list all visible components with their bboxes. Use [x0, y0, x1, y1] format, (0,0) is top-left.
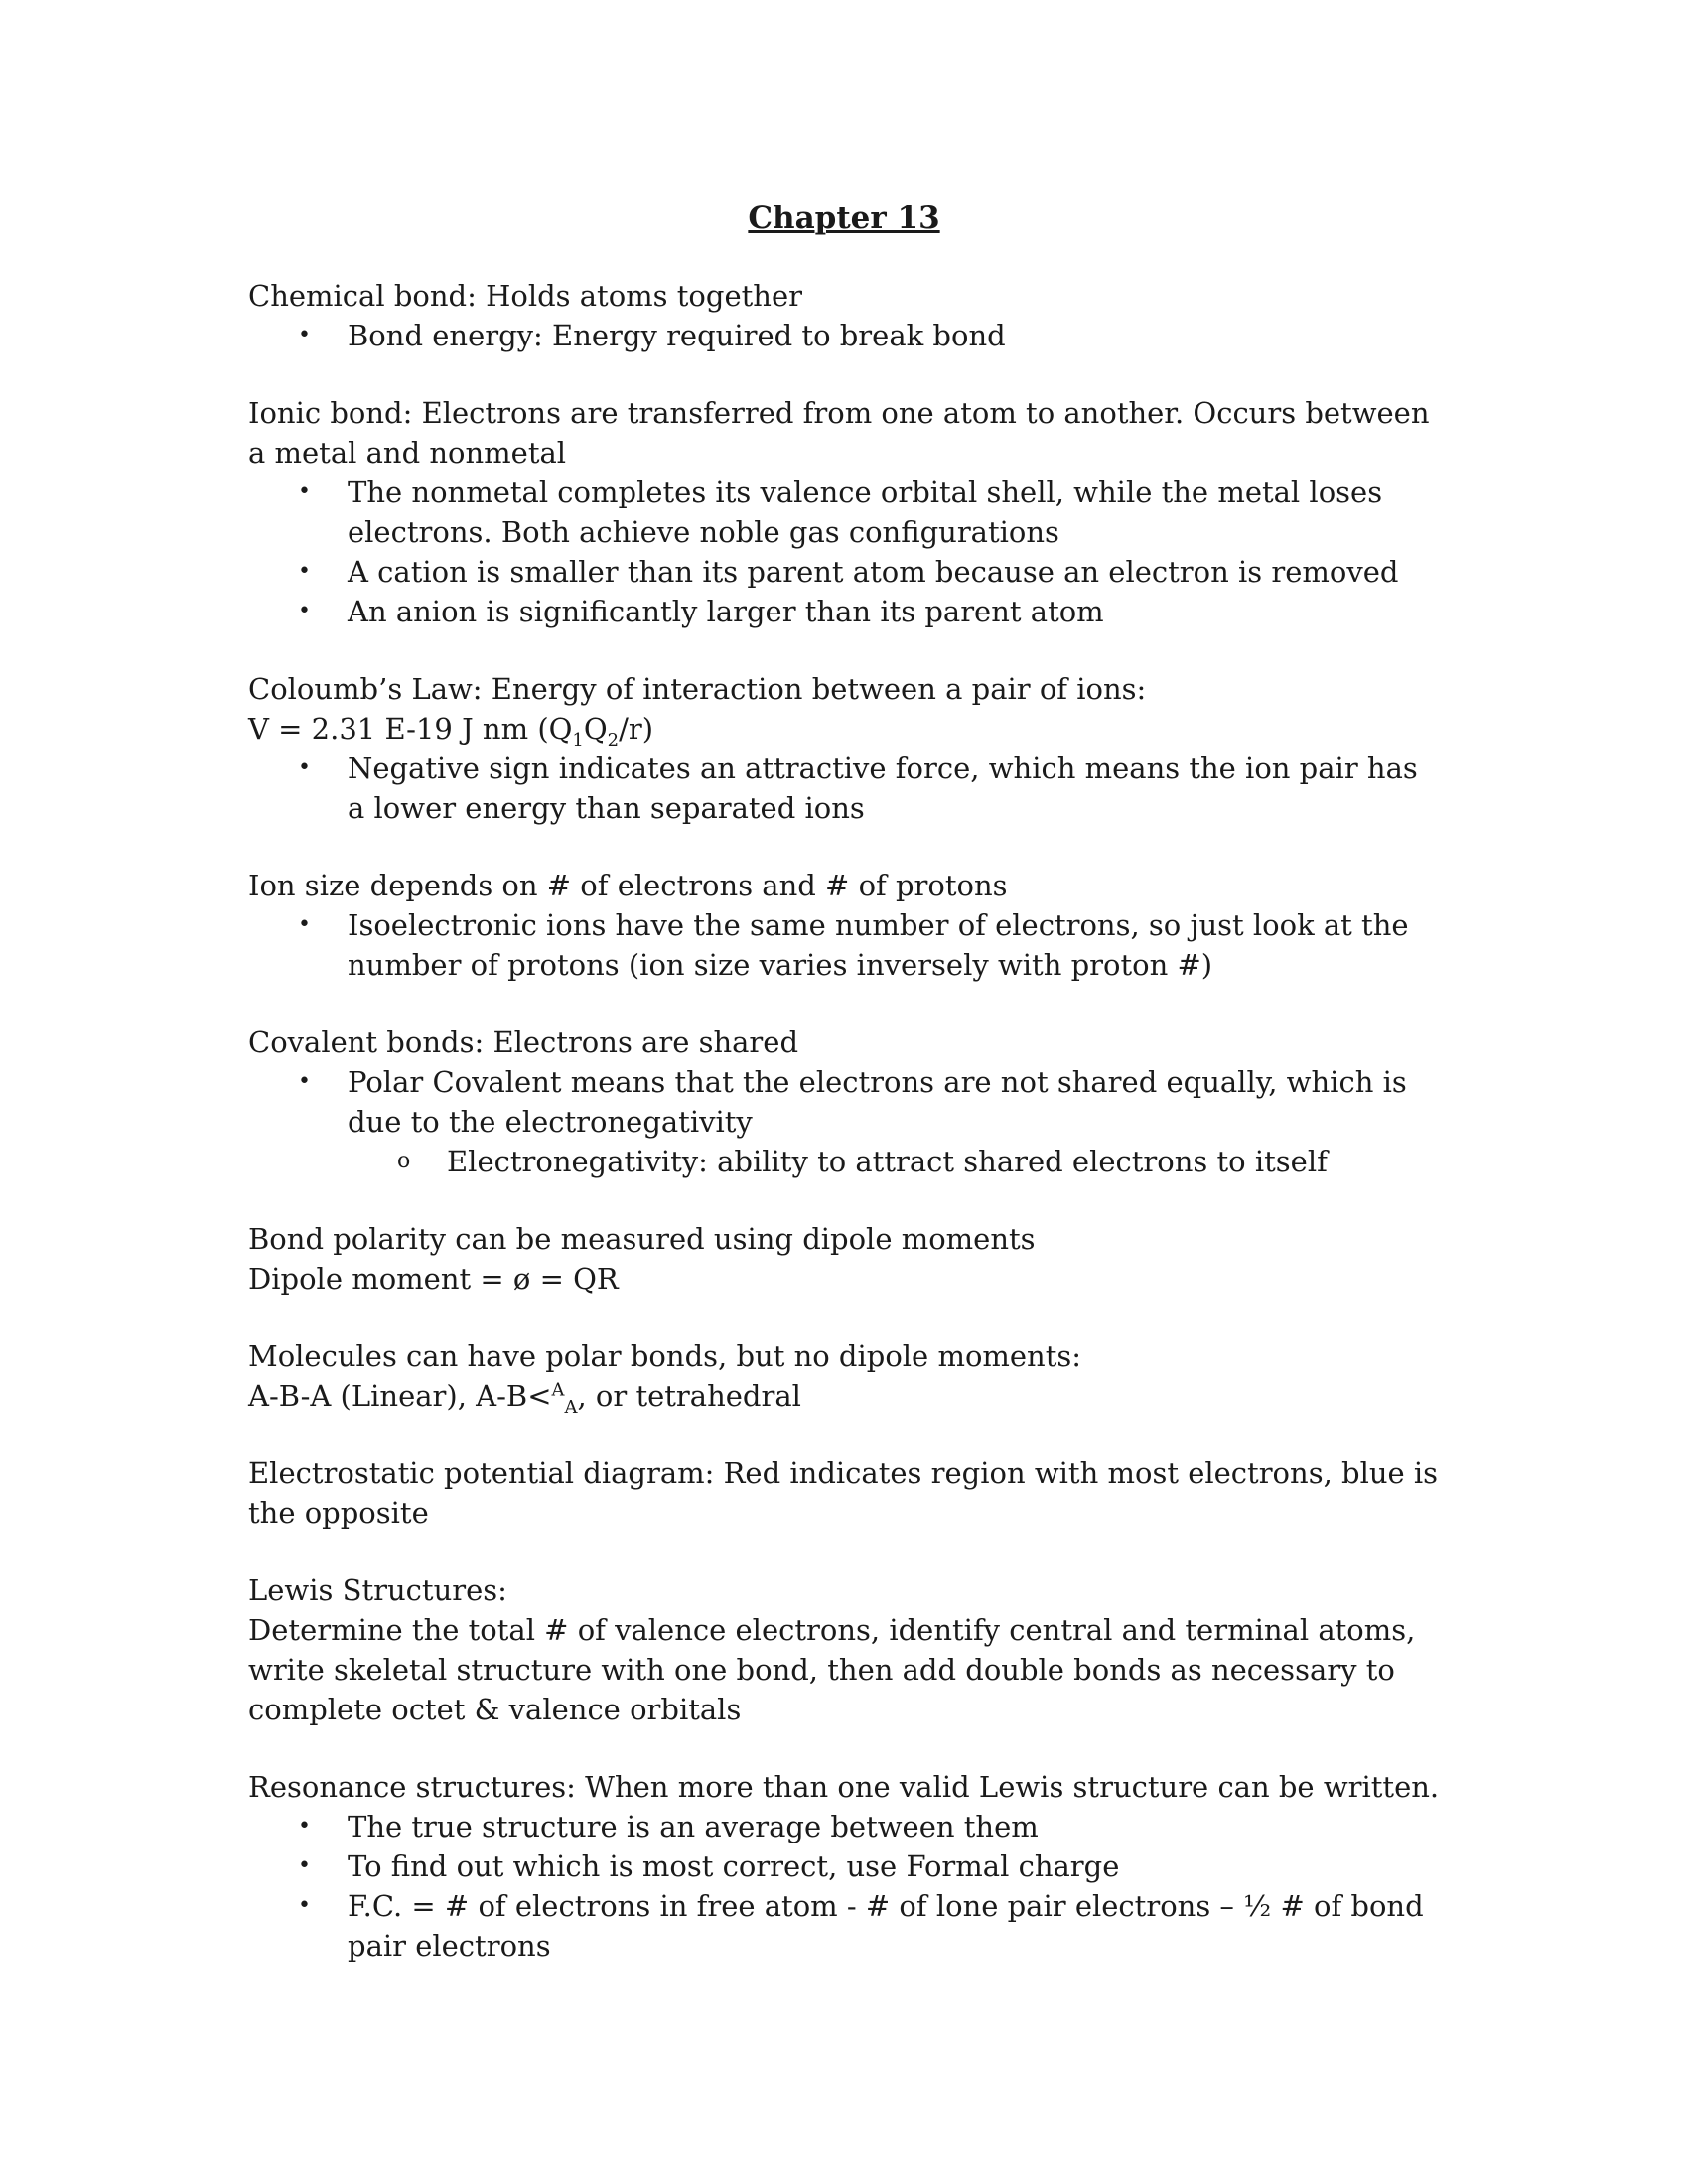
section-ionic-bond	[248, 393, 1440, 631]
list-item-text: The nonmetal completes its valence orbital shell, while the metal loses electrons. Both achieve noble gas configurations	[348, 476, 1383, 549]
bullet-icon: •	[298, 559, 311, 584]
section-resonance-structures	[248, 1767, 1440, 1966]
ion-size-bullets	[248, 905, 1440, 985]
hollow-bullet-icon: o	[397, 1149, 411, 1173]
coulombs-law-bullets	[248, 749, 1440, 828]
list-item-text: Isoelectronic ions have the same number of electrons, so just look at the number of protons (ion size varies inversely with proton #)	[348, 908, 1409, 982]
document-page	[248, 199, 1440, 2003]
section-bond-polarity	[248, 1219, 1440, 1298]
dipole-moment-formula: Dipole moment = ø = QR	[248, 1262, 619, 1296]
bond-polarity-definition: Bond polarity can be measured using dipole moments	[248, 1222, 1036, 1256]
covalent-bonds-definition: Covalent bonds: Electrons are shared	[248, 1025, 799, 1059]
list-item-text: Negative sign indicates an attractive force, which means the ion pair has a lower energy than separated ions	[348, 751, 1418, 825]
list-item	[248, 905, 1440, 985]
list-item-text: Polar Covalent means that the electrons are not shared equally, which is due to the electronegativity	[348, 1065, 1407, 1139]
bullet-icon: •	[298, 1069, 311, 1094]
resonance-structures-definition: Resonance structures: When more than one valid Lewis structure can be written.	[248, 1770, 1440, 1804]
ion-size-definition: Ion size depends on # of electrons and # of protons	[248, 869, 1008, 902]
formula-prefix: V = 2.31 E-19 J nm (Q	[248, 712, 573, 746]
coulombs-law-definition: Coloumb’s Law: Energy of interaction between a pair of ions:	[248, 672, 1147, 706]
page-title: Chapter 13	[748, 201, 940, 236]
bullet-icon: •	[298, 479, 311, 504]
formula-subscript-2: 2	[607, 729, 620, 751]
bullet-icon: •	[298, 1853, 311, 1878]
list-item	[248, 749, 1440, 828]
list-item-text: F.C. = # of electrons in free atom - # of lone pair electrons – ½ # of bond pair electrons	[348, 1889, 1424, 1963]
bullet-icon: •	[298, 323, 311, 347]
section-covalent-bonds	[248, 1023, 1440, 1181]
sub-list-item	[348, 1142, 1440, 1181]
bullet-icon: •	[298, 1814, 311, 1839]
geometry-subscript: A	[564, 1396, 578, 1418]
list-item-text: Bond energy: Energy required to break bond	[348, 319, 1006, 352]
bullet-icon: •	[298, 755, 311, 780]
ionic-bond-definition: Ionic bond: Electrons are transferred from one atom to another. Occurs between a metal and nonmetal	[248, 396, 1430, 470]
bullet-icon: •	[298, 1893, 311, 1918]
section-polar-molecules	[248, 1336, 1440, 1416]
ionic-bond-bullets	[248, 473, 1440, 631]
list-item-text: An anion is significantly larger than its parent atom	[348, 595, 1104, 628]
covalent-bonds-bullets	[248, 1062, 1440, 1181]
electrostatic-potential-definition: Electrostatic potential diagram: Red indicates region with most electrons, blue is the opposite	[248, 1456, 1439, 1530]
geometry-superscript: A	[551, 1379, 565, 1401]
list-item	[248, 1846, 1440, 1886]
section-coulombs-law	[248, 669, 1440, 828]
polar-molecules-definition: Molecules can have polar bonds, but no dipole moments:	[248, 1339, 1082, 1373]
chemical-bond-definition: Chemical bond: Holds atoms together	[248, 279, 802, 313]
formula-suffix: /r)	[619, 712, 654, 746]
geometry-suffix: , or tetrahedral	[577, 1379, 801, 1413]
section-lewis-structures	[248, 1570, 1440, 1729]
section-electrostatic-potential	[248, 1453, 1440, 1533]
section-chemical-bond	[248, 276, 1440, 355]
chemical-bond-bullets	[248, 316, 1440, 355]
geometry-prefix: A-B-A (Linear), A-B<	[248, 1379, 552, 1413]
formula-subscript-1: 1	[572, 729, 584, 751]
molecule-geometries	[248, 1376, 1440, 1416]
list-item	[248, 1807, 1440, 1846]
resonance-structures-bullets	[248, 1807, 1440, 1966]
list-item	[248, 1886, 1440, 1966]
lewis-structures-heading: Lewis Structures:	[248, 1573, 507, 1607]
list-item	[248, 552, 1440, 592]
section-ion-size	[248, 866, 1440, 985]
list-item	[248, 473, 1440, 552]
formula-mid: Q	[583, 712, 608, 746]
bullet-icon: •	[298, 912, 311, 937]
list-item	[248, 1062, 1440, 1181]
sub-list-item-text: Electronegativity: ability to attract shared electrons to itself	[447, 1145, 1328, 1178]
coulombs-law-formula	[248, 709, 1440, 749]
list-item	[248, 592, 1440, 631]
bullet-icon: •	[298, 599, 311, 623]
list-item-text: A cation is smaller than its parent atom because an electron is removed	[348, 555, 1399, 589]
lewis-structures-steps: Determine the total # of valence electrons, identify central and terminal atoms, write skeletal structure with one bond, then add double bonds as necessary to complete octet & valence orbitals	[248, 1613, 1416, 1726]
covalent-bonds-subbullets	[348, 1142, 1440, 1181]
list-item	[248, 316, 1440, 355]
list-item-text: To find out which is most correct, use Formal charge	[348, 1849, 1120, 1883]
list-item-text: The true structure is an average between them	[348, 1810, 1039, 1843]
